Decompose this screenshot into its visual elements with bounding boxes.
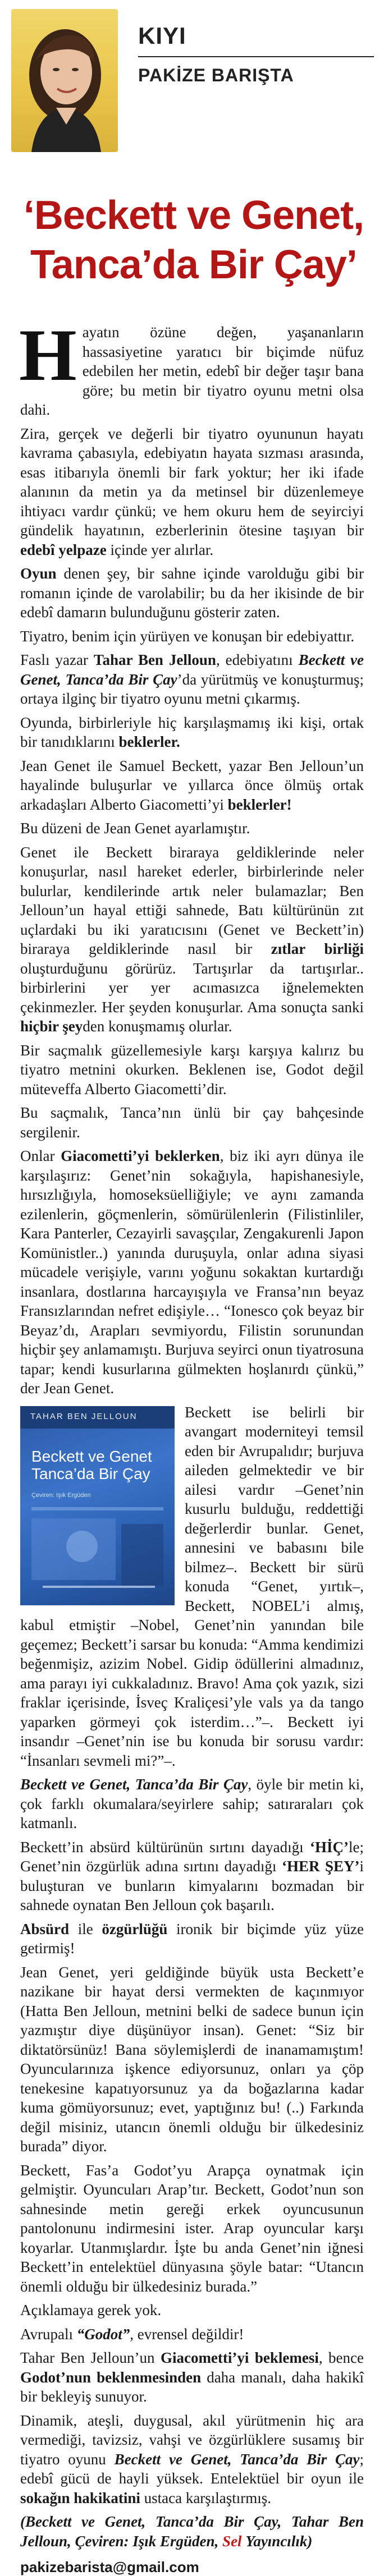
text: oluşturduğunu görürüz. Tartışırlar da tartışırlar.. birbirlerini yer yer acımasızca iğnelemekten çekinmezler. Her şeyden konuşurlar. Ama sonuçta sanki <box>20 959 364 1016</box>
emphasis: edebî yelpaze <box>20 541 107 558</box>
emphasis: Godot’nun beklenmesinden <box>20 2368 202 2386</box>
article-title: ‘Beckett ve Genet, Tanca’da Bir Çay’ <box>23 193 364 287</box>
text: Jean Genet ile Samuel Beckett, yazar Ben Jelloun’un hayalinde buluşurlar ve yıllarca önce ölmüş ortak arkadaşları Alberto Giacometti’yi <box>20 757 364 813</box>
paragraph <box>20 424 364 560</box>
text: Açıklamaya gerek yok. <box>20 2302 162 2318</box>
text: , öyle bir metin ki, çok farklı okumalara/seyirlere sahip; satıraraları çok katmanlı. <box>20 1776 364 1831</box>
text: i buluşturan ve bunların kimyalarını bozmadan bir sahnede oynatan Ben Jelloun çok başarılı. <box>20 1858 364 1913</box>
emphasis: sokağın hakikatini <box>20 2489 140 2506</box>
text: ile <box>77 1920 93 1937</box>
column-name: KIYI <box>138 22 186 49</box>
text: Bir saçmalık güzellemesiyle karşı karşıya kalırız bu tiyatro metnini okurken. Beklenen ise, Godot değil müteveffa Alberto Giacometti’dir. <box>20 1041 364 1098</box>
text: Zira, gerçek ve değerli bir tiyatro oyununun hayatı kavrama çabasıyla, edebiyatın hayata sızması arasında, esas itibarıyla önemli bir fark yoktur; her iki ifade alanının da metin ya da metinsel bir düzenlemeye ihtiyacı vardır çünkü; ve hem okuru hem de seyirciyi gündelik hayatının, ezberlerinin ötesine taşıyan bir <box>20 425 364 539</box>
paragraph <box>20 2348 364 2407</box>
text: Jean Genet, yeri geldiğinde büyük usta Beckett’e nazikane bir hayat dersi vermekten de kaçınmıyor (Hatta Ben Jelloun, metnini belki de sadece bunun için yazmıştır diye düşünüyor insan). Genet: “Siz bir diktatörsünüz! Bana söylemişlerdi de inanamamıştım! Oyuncularınıza işkence ediyorsunuz, onları ya çöp tenekesine kapatıyorsunuz ya da boğazlarına kadar kuma gömüyorsunuz; evet, yaptığınız bu! (..) Farkında değil misiniz, utancın önemli olduğu bir ülkedesiniz burada” diyor. <box>20 1963 364 2155</box>
publisher-name: Sel <box>222 2532 242 2550</box>
paragraph <box>20 1838 364 1915</box>
text: Beckett, Fas’a Godot’yu Arapça oynatmak için gelmiştir. Oyuncuları Arap’tır. Beckett, Godot’nun son sahnesinde metin gereği erkek oyuncusunun pantolonunu indirmesini ister. Arap oyuncular karşı koyarlar. Utanmışlardır. İşte bu anda Genet’nin iğnesi Beckett’in entelektüel dünyasına şöyle batar: “Utancın önemli olduğu bir ülkedesiniz burada.” <box>20 2161 364 2295</box>
paragraph <box>20 1041 364 1099</box>
credit-line <box>20 2512 364 2551</box>
author-photo-icon <box>11 9 118 152</box>
emphasis: beklerler! <box>227 796 292 813</box>
text: ayatın özüne değen, yaşananların hassasiyetine yaratıcı bir biçimde nüfuz edebilen her metin, edebî bir değer taşır bana göre; bu metin bir tiyatro oyunu metni olsa dahi. <box>20 324 364 418</box>
book-cover-subtitle: Çeviren: Işık Ergüden <box>31 1491 91 1499</box>
author-name: PAKİZE BARIŞTA <box>138 65 294 85</box>
text: içinde yer alırlar. <box>110 541 214 558</box>
credit-text: Yayıncılık) <box>245 2532 313 2550</box>
text: Dinamik, ateşli, duygusal, akıl yürütmenin hiç ara vermediği, tavizsiz, vahşi ve özgürlüklere susamış bir tiyatro oyunu <box>20 2412 364 2468</box>
emphasis: Tahar Ben Jelloun <box>93 651 216 668</box>
book-cover-title-line: Tanca’da Bir Çay <box>31 1464 150 1482</box>
text: Bu düzeni de Jean Genet ayarlamıştır. <box>20 820 250 837</box>
book-cover-title-line: Beckett ve Genet <box>31 1447 152 1465</box>
paragraph <box>20 756 364 815</box>
text: ; edebî gücü de hayli yüksek. Entelektüel bir oyun ile <box>20 2450 364 2487</box>
text: ’da yürütmüş ve konuşturmuş; ortaya ilginç bir tiyatro oyunu metni çıkarmış. <box>20 671 364 707</box>
paragraph <box>20 627 364 646</box>
paragraph <box>20 2325 364 2344</box>
paragraph <box>20 843 364 1036</box>
paragraph <box>20 2161 364 2297</box>
text: , biz iki ayrı dünya ile karşılaşırız: Genet’nin sokağıyla, hapishanesiyle, hırsızlığıyla, homoseksüelliğiyle; ve aynı zamanda ezilenlerin, göçmenlerin, sömürülenlerin (Filistinliler, Kara Panterler, Cezayirli savaşçılar, Zengakurenli Japon Komünistler..) yanında duruşuyla, onlar adına siyasi mücadele verişiyle, varını yoğunu sokaktan kurtardığı insanlara, dostlarına harcayışıyla ve Fransa’nın beyaz Fransızlarından nefret edişiyle… “Ionesco çok beyaz bir Beyaz’dı, Arapları sevmiyordu, Filistin sorunundan hiçbir şey anlamamıştı. Burjuva seyirci onun tiyatrosuna tapar; kendi kusurlarına gülmekten hoşlanırdı çünkü,” der Jean Genet. <box>20 1147 364 1397</box>
text: daha manalı, daha hakikî bir bekleyiş sunuyor. <box>20 2368 364 2405</box>
book-cover-art-icon <box>20 1406 175 1605</box>
author-portrait <box>11 9 118 152</box>
paragraph <box>20 1775 364 1833</box>
text: Ben Jelloun’un hayal ettiği sahnede, Batı kültürünün zıt uçlardaki bu iki yaratıcısını (Genet ve Beckett’in) biraraya geldiklerinde nasıl bir <box>20 882 364 957</box>
play-title: Beckett ve Genet, Tanca’da Bir Çay <box>20 1776 248 1793</box>
column-header <box>0 0 384 154</box>
play-title: Beckett ve Genet, Tanca’da Bir Çay <box>20 651 364 688</box>
text: Bu saçmalık, Tanca’nın ünlü bir çay bahçesinde sergilenir. <box>20 1104 364 1141</box>
author-email[interactable]: pakizebarista@gmail.com <box>20 2559 199 2575</box>
text: ironik bir biçimde yüz yüze getirmiş! <box>20 1920 364 1957</box>
emphasis: Giacometti’yi beklemesi <box>160 2349 319 2366</box>
text: le; Genet’nin özgürlük adına sırtını dayadığı <box>20 1838 364 1875</box>
text: Genet ile Beckett biraraya geldiklerinde neler konuşurlar, nasıl hareket ederler, birbirlerinde neler bulurlar, kendilerinde artık neler bulamazlar; <box>20 843 364 899</box>
emphasis: Absürd <box>20 1920 70 1937</box>
article-body <box>19 314 364 2576</box>
book-cover-author: TAHAR BEN JELLOUN <box>20 1406 175 1429</box>
emphasis: hiçbir şey <box>20 1018 83 1035</box>
paragraph <box>19 314 364 420</box>
emphasis: beklerler. <box>118 733 180 750</box>
drop-cap: H <box>19 314 77 396</box>
paragraph <box>20 819 364 838</box>
emphasis: ‘HİÇ’ <box>310 1838 349 1856</box>
text: Beckett’in absürd kültürünün sırtını dayadığı <box>20 1838 304 1856</box>
paragraph <box>20 1403 364 1771</box>
text: , edebiyatını <box>216 651 293 668</box>
play-title: Beckett ve Genet, Tanca’da Bir Çay <box>114 2450 360 2468</box>
text: Tahar Ben Jelloun’un <box>20 2349 155 2366</box>
book-cover <box>20 1406 175 1605</box>
paragraph <box>20 1146 364 1398</box>
text: den konuşmamış olurlar. <box>83 1018 232 1035</box>
paragraph <box>20 564 364 622</box>
header-rule <box>138 56 374 57</box>
text: Tiyatro, benim için yürüyen ve konuşan bir edebiyattır. <box>20 627 355 645</box>
text: Oyunda, birbirleriyle hiç karşılaşmamış iki kişi, ortak bir tanıdıklarını <box>20 714 364 750</box>
text: Avrupalı <box>20 2325 73 2343</box>
text: denen şey, bir sahne içinde varolduğu gibi bir romanın içinde de varolabilir; bu da her ikisinde de bir edebî damarın bulunduğunu gösterir zaten. <box>20 565 364 621</box>
paragraph <box>20 1963 364 2156</box>
emphasis: özgürlüğü <box>102 1920 168 1937</box>
emphasis: zıtlar birliği <box>271 940 364 957</box>
text: , evrensel değildir! <box>130 2325 244 2343</box>
text: , bence <box>318 2349 364 2366</box>
paragraph <box>20 650 364 709</box>
emphasis: Oyun <box>20 565 57 582</box>
text: Beckett ise belirli bir avangart moderniteyi temsil eden bir Avrupalıdır; burjuva aileden gelmektedir ve bir ailesi vardır –Genet’nin kusurlu bulduğu, reddettiği değerlerdir bunlar. Genet, annesini ve babasını bile bilmez–. Beckett bir sürü konuda “Genet, yırtık–, Beckett, NOBEL’i almış, kabul etmiştir –Nobel, Genet’nin yanından bile geçemez; Beckett’i sarsar bu konuda: “Amma kendimizi beğenmişiz, azizim Nobel. Gidip ödüllerini almadınız, ama parayı iyi cukkaladınız. Bravo! Ama çok yazık, sizi fraklar içerisinde, İsveç Kraliçesi’yle vals ya da tango yaparken görmeyi çok isterdim…”–. Beckett iyi insandır –Genet’nin ise bu konuda bir sorusu vardır: “İnsanları sevmeli mi?”–. <box>20 1403 364 1769</box>
paragraph <box>20 1920 364 1958</box>
emphasis: Giacometti’yi beklerken <box>61 1147 220 1164</box>
paragraph <box>20 2411 364 2508</box>
paragraph <box>20 1103 364 1142</box>
credit-text: (Beckett ve Genet, Tanca’da Bir Çay, Tahar Ben Jelloun, Çeviren: Işık Ergüden, <box>20 2513 364 2550</box>
text: Onlar <box>20 1147 55 1164</box>
text: ustaca karşılaştırmış. <box>144 2489 272 2506</box>
play-title: “Godot” <box>76 2325 130 2343</box>
text: Faslı yazar <box>20 651 88 668</box>
paragraph <box>20 713 364 752</box>
paragraph <box>20 2301 364 2320</box>
emphasis: ‘HER ŞEY’ <box>281 1858 360 1875</box>
